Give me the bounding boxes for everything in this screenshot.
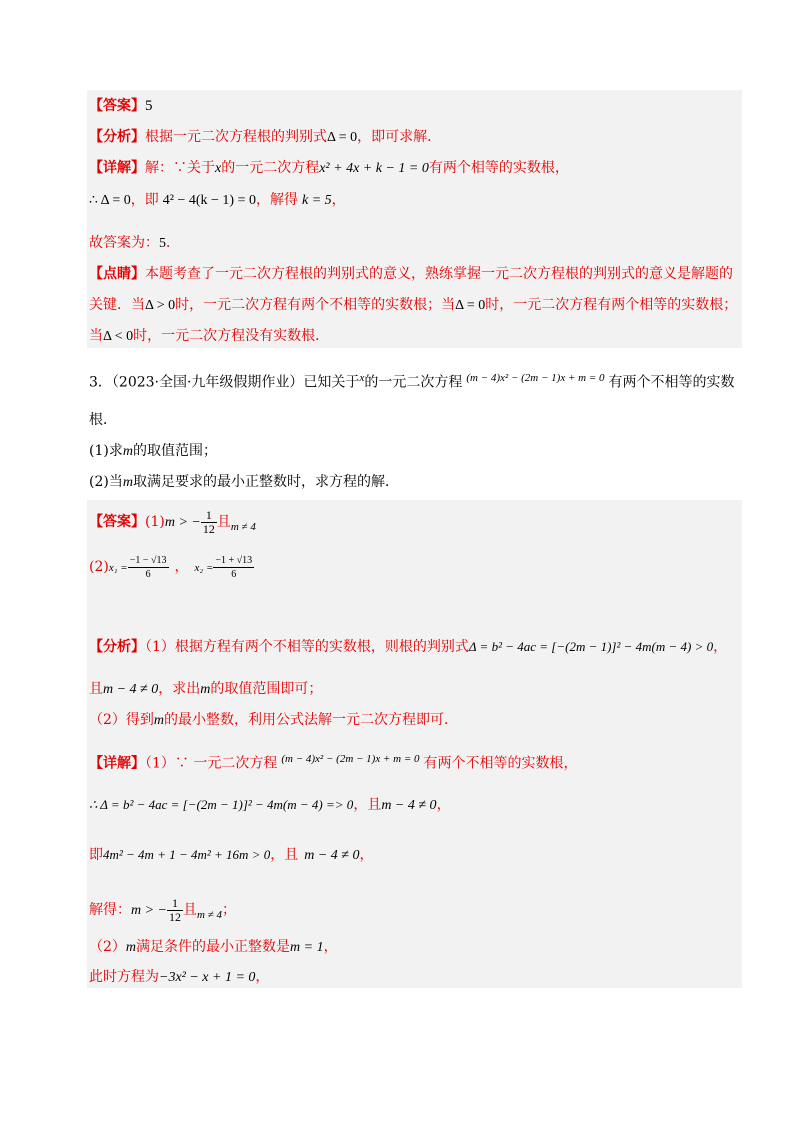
fraction: $\frac{1}{12}$ bbox=[169, 895, 182, 924]
conclusion-line: 故答案为：5． bbox=[89, 235, 180, 251]
answer-line-1: 【答案】(1)m > − $\frac{1}{12}$ 且$_{m \ne 4}$ bbox=[89, 507, 256, 536]
comment-line-1: 【点睛】本题考查了一元二次方程根的判别式的意义，熟练掌握一元二次方程根的判别式的意义是解题的 bbox=[89, 266, 733, 282]
answer-line-2: (2)x₁ = $\frac{-1 - √13}{6}$ ， x₂ = $\frac{-1 + √13}{6}$ bbox=[89, 554, 253, 580]
detail-line-6: 此时方程为−3x² − x + 1 = 0， bbox=[89, 969, 270, 985]
answer-line: 【答案】5 bbox=[89, 98, 153, 114]
fraction: $\frac{-1 - √13}{6}$ bbox=[129, 554, 167, 580]
analysis-line-1: 【分析】（1）根据方程有两个不相等的实数根，则根的判别式Δ = b² − 4ac = [−(2m − 1)]² − 4m(m − 4) > 0， bbox=[89, 639, 728, 655]
fraction: $\frac{-1 + √13}{6}$ bbox=[215, 554, 253, 580]
detail-line-2: ∴ Δ = 0，即 4² − 4(k − 1) = 0，解得 k = 5， bbox=[89, 192, 346, 208]
question-3-part-2: (2)当m取满足要求的最小正整数时，求方程的解． bbox=[89, 474, 399, 490]
detail-line-2: ∴ Δ = b² − 4ac = [−(2m − 1)]² − 4m(m − 4) => 0，且m − 4 ≠ 0， bbox=[89, 797, 451, 813]
detail-line-1: 【详解】（1）∵ 一元二次方程 $^{(m - 4)x^2 - (2m - 1)x + m = 0}$ 有两个不相等的实数根， bbox=[89, 753, 578, 772]
detail-line: 【详解】解：∵关于x的一元二次方程x² + 4x + k − 1 = 0有两个相等的实数根， bbox=[89, 160, 569, 176]
analysis-line: 【分析】根据一元二次方程根的判别式Δ = 0，即可求解． bbox=[89, 129, 442, 145]
question-3-part-1: (1)求m的取值范围； bbox=[89, 443, 217, 459]
question-3-line-1: 3．（2023·全国·九年级假期作业）已知关于$^x$的一元二次方程 $^{(m - 4)x^2 - (2m - 1)x + m = 0}$ 有两个不相等的实数 bbox=[89, 372, 735, 391]
comment-line-3: 当Δ < 0时，一元二次方程没有实数根． bbox=[89, 328, 330, 344]
fraction: $\frac{1}{12}$ bbox=[202, 507, 215, 536]
comment-line-2: 关键．当Δ > 0时，一元二次方程有两个不相等的实数根；当Δ = 0时，一元二次方程有两个相等的实数根； bbox=[89, 297, 738, 313]
detail-line-3: 即4m² − 4m + 1 − 4m² + 16m > 0，且 m − 4 ≠ 0， bbox=[89, 847, 374, 863]
analysis-line-3: （2）得到m的最小整数，利用公式法解一元二次方程即可． bbox=[89, 712, 459, 728]
detail-line-5: （2）m满足条件的最小正整数是m = 1， bbox=[89, 939, 338, 955]
analysis-line-2: 且m − 4 ≠ 0，求出m的取值范围即可； bbox=[89, 681, 323, 697]
detail-line-4: 解得：m > − $\frac{1}{12}$ 且$_{m \ne 4}$； bbox=[89, 895, 236, 924]
question-3-line-2: 根． bbox=[89, 412, 117, 428]
